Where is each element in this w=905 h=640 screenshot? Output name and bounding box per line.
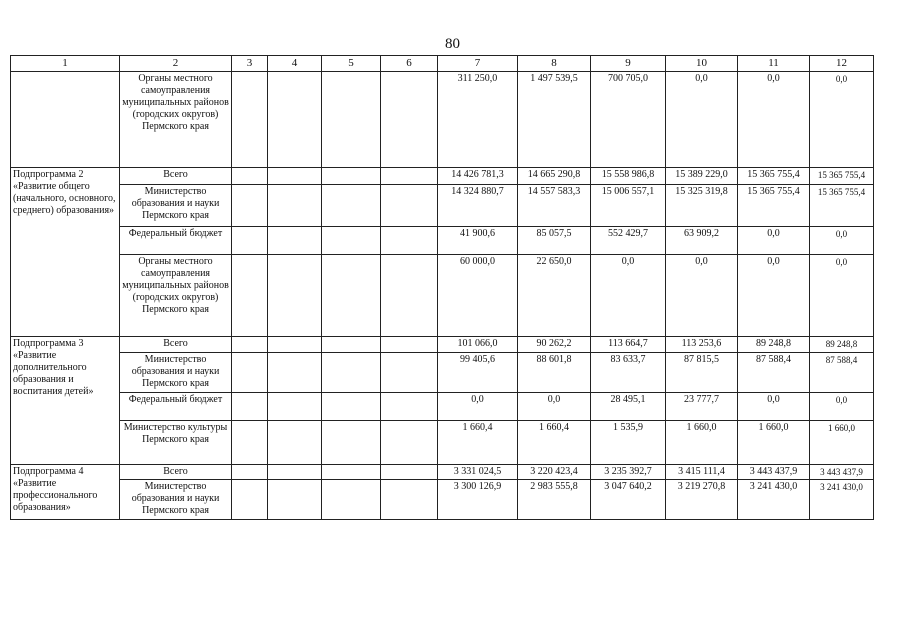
value-cell: 1 535,9 <box>591 421 666 465</box>
empty-cell <box>381 227 438 255</box>
empty-cell <box>381 393 438 421</box>
value-cell: 87 588,4 <box>810 353 874 393</box>
table-row <box>11 465 874 480</box>
column-number: 8 <box>518 56 591 72</box>
empty-cell <box>268 227 322 255</box>
value-cell: 15 365 755,4 <box>810 185 874 227</box>
table-row <box>11 72 874 168</box>
empty-cell <box>381 465 438 480</box>
value-cell: 311 250,0 <box>438 72 518 168</box>
table-row <box>11 353 874 393</box>
value-cell: 90 262,2 <box>518 337 591 353</box>
funding-source-cell: Всего <box>120 337 232 353</box>
empty-cell <box>232 465 268 480</box>
empty-cell <box>268 480 322 520</box>
value-cell: 1 660,0 <box>738 421 810 465</box>
subprogram-cell: Подпрограмма 3 «Развитие дополнительного образования и воспитания детей» <box>11 337 120 465</box>
subprogram-cell: Подпрограмма 2 «Развитие общего (начального, основного, среднего) образования» <box>11 168 120 337</box>
empty-cell <box>381 185 438 227</box>
funding-source-cell: Всего <box>120 465 232 480</box>
value-cell: 23 777,7 <box>666 393 738 421</box>
value-cell: 15 558 986,8 <box>591 168 666 185</box>
value-cell: 15 365 755,4 <box>810 168 874 185</box>
value-cell: 113 664,7 <box>591 337 666 353</box>
empty-cell <box>268 168 322 185</box>
value-cell: 3 443 437,9 <box>738 465 810 480</box>
empty-cell <box>268 353 322 393</box>
value-cell: 89 248,8 <box>810 337 874 353</box>
value-cell: 0,0 <box>810 393 874 421</box>
value-cell: 3 235 392,7 <box>591 465 666 480</box>
value-cell: 1 660,4 <box>518 421 591 465</box>
empty-cell <box>268 185 322 227</box>
funding-source-cell: Органы местного самоуправления муниципальных районов (городских округов) Пермского края <box>120 72 232 168</box>
value-cell: 0,0 <box>810 72 874 168</box>
value-cell: 3 220 423,4 <box>518 465 591 480</box>
value-cell: 0,0 <box>518 393 591 421</box>
value-cell: 41 900,6 <box>438 227 518 255</box>
value-cell: 15 389 229,0 <box>666 168 738 185</box>
empty-cell <box>322 227 381 255</box>
empty-cell <box>381 480 438 520</box>
empty-cell <box>322 168 381 185</box>
value-cell: 113 253,6 <box>666 337 738 353</box>
value-cell: 85 057,5 <box>518 227 591 255</box>
value-cell: 89 248,8 <box>738 337 810 353</box>
value-cell: 0,0 <box>738 72 810 168</box>
table-row <box>11 227 874 255</box>
table-row <box>11 393 874 421</box>
value-cell: 99 405,6 <box>438 353 518 393</box>
funding-source-cell: Министерство образования и науки Пермского края <box>120 480 232 520</box>
value-cell: 14 665 290,8 <box>518 168 591 185</box>
value-cell: 88 601,8 <box>518 353 591 393</box>
table-row <box>11 337 874 353</box>
column-number: 10 <box>666 56 738 72</box>
value-cell: 63 909,2 <box>666 227 738 255</box>
value-cell: 0,0 <box>810 227 874 255</box>
value-cell: 83 633,7 <box>591 353 666 393</box>
value-cell: 22 650,0 <box>518 255 591 337</box>
empty-cell <box>322 255 381 337</box>
funding-source-cell: Органы местного самоуправления муниципальных районов (городских округов) Пермского края <box>120 255 232 337</box>
value-cell: 0,0 <box>810 255 874 337</box>
empty-cell <box>322 353 381 393</box>
empty-cell <box>268 465 322 480</box>
empty-cell <box>322 72 381 168</box>
empty-cell <box>232 168 268 185</box>
value-cell: 3 219 270,8 <box>666 480 738 520</box>
empty-cell <box>322 337 381 353</box>
empty-cell <box>381 168 438 185</box>
empty-cell <box>232 185 268 227</box>
empty-cell <box>232 353 268 393</box>
empty-cell <box>232 227 268 255</box>
value-cell: 3 331 024,5 <box>438 465 518 480</box>
value-cell: 0,0 <box>438 393 518 421</box>
funding-source-cell: Министерство культуры Пермского края <box>120 421 232 465</box>
value-cell: 0,0 <box>738 393 810 421</box>
empty-cell <box>268 255 322 337</box>
value-cell: 14 324 880,7 <box>438 185 518 227</box>
empty-cell <box>381 353 438 393</box>
funding-source-cell: Министерство образования и науки Пермского края <box>120 353 232 393</box>
table-row <box>11 168 874 185</box>
column-number: 2 <box>120 56 232 72</box>
subprogram-cell <box>11 72 120 168</box>
column-number: 7 <box>438 56 518 72</box>
value-cell: 15 006 557,1 <box>591 185 666 227</box>
value-cell: 14 557 583,3 <box>518 185 591 227</box>
empty-cell <box>268 421 322 465</box>
value-cell: 15 325 319,8 <box>666 185 738 227</box>
value-cell: 1 660,0 <box>666 421 738 465</box>
funding-source-cell: Федеральный бюджет <box>120 393 232 421</box>
empty-cell <box>322 465 381 480</box>
column-number: 1 <box>11 56 120 72</box>
empty-cell <box>232 72 268 168</box>
empty-cell <box>268 393 322 421</box>
value-cell: 0,0 <box>666 72 738 168</box>
empty-cell <box>232 255 268 337</box>
empty-cell <box>322 421 381 465</box>
empty-cell <box>322 185 381 227</box>
subprogram-cell: Подпрограмма 4 «Развитие профессионального образования» <box>11 465 120 520</box>
value-cell: 28 495,1 <box>591 393 666 421</box>
value-cell: 1 660,4 <box>438 421 518 465</box>
funding-source-cell: Федеральный бюджет <box>120 227 232 255</box>
value-cell: 552 429,7 <box>591 227 666 255</box>
value-cell: 3 443 437,9 <box>810 465 874 480</box>
column-number: 6 <box>381 56 438 72</box>
column-number: 4 <box>268 56 322 72</box>
value-cell: 0,0 <box>591 255 666 337</box>
empty-cell <box>381 255 438 337</box>
empty-cell <box>381 337 438 353</box>
empty-cell <box>381 421 438 465</box>
value-cell: 15 365 755,4 <box>738 168 810 185</box>
table-row <box>11 255 874 337</box>
empty-cell <box>232 480 268 520</box>
column-number-row <box>11 56 874 72</box>
empty-cell <box>322 480 381 520</box>
value-cell: 1 660,0 <box>810 421 874 465</box>
funding-source-cell: Всего <box>120 168 232 185</box>
value-cell: 101 066,0 <box>438 337 518 353</box>
empty-cell <box>232 393 268 421</box>
value-cell: 14 426 781,3 <box>438 168 518 185</box>
empty-cell <box>232 337 268 353</box>
value-cell: 87 588,4 <box>738 353 810 393</box>
column-number: 9 <box>591 56 666 72</box>
value-cell: 3 241 430,0 <box>738 480 810 520</box>
page-number: 80 <box>445 36 460 52</box>
table-row <box>11 185 874 227</box>
empty-cell <box>322 393 381 421</box>
empty-cell <box>381 72 438 168</box>
value-cell: 700 705,0 <box>591 72 666 168</box>
column-number: 3 <box>232 56 268 72</box>
value-cell: 3 241 430,0 <box>810 480 874 520</box>
table-row <box>11 421 874 465</box>
value-cell: 0,0 <box>738 227 810 255</box>
value-cell: 0,0 <box>738 255 810 337</box>
column-number: 12 <box>810 56 874 72</box>
budget-table <box>10 55 874 520</box>
value-cell: 3 415 111,4 <box>666 465 738 480</box>
column-number: 5 <box>322 56 381 72</box>
value-cell: 15 365 755,4 <box>738 185 810 227</box>
empty-cell <box>268 337 322 353</box>
table-row <box>11 480 874 520</box>
funding-source-cell: Министерство образования и науки Пермского края <box>120 185 232 227</box>
value-cell: 3 047 640,2 <box>591 480 666 520</box>
value-cell: 2 983 555,8 <box>518 480 591 520</box>
empty-cell <box>232 421 268 465</box>
value-cell: 0,0 <box>666 255 738 337</box>
empty-cell <box>268 72 322 168</box>
column-number: 11 <box>738 56 810 72</box>
value-cell: 87 815,5 <box>666 353 738 393</box>
value-cell: 60 000,0 <box>438 255 518 337</box>
value-cell: 3 300 126,9 <box>438 480 518 520</box>
value-cell: 1 497 539,5 <box>518 72 591 168</box>
